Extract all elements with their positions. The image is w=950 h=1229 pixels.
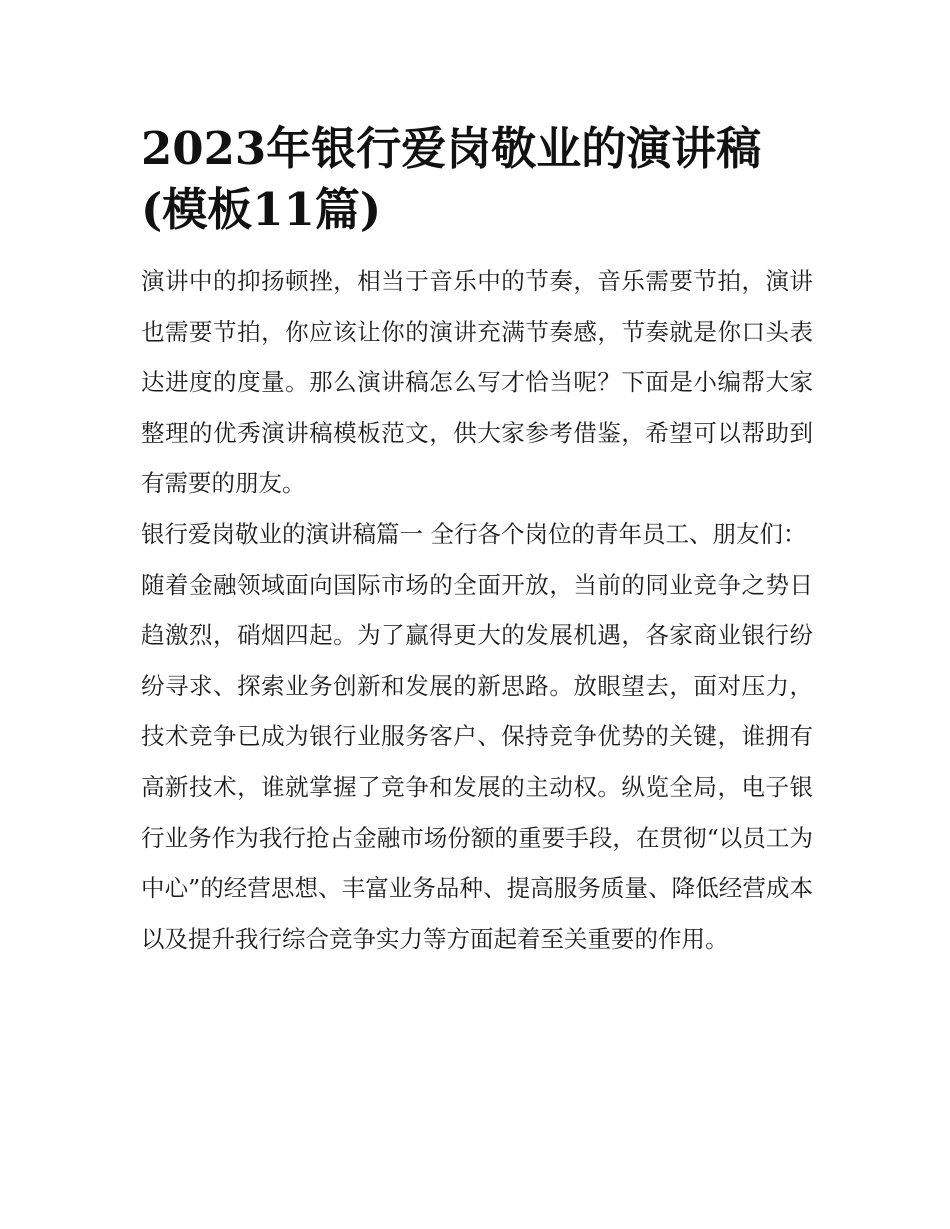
section-heading-paragraph: 银行爱岗敬业的演讲稿篇一 全行各个岗位的青年员工、朋友们：	[141, 519, 807, 548]
body-paragraph: 随着金融领域面向国际市场的全面开放，当前的同业竞争之势日趋激烈，硝烟四起。为了赢得更大的发展机遇，各家商业银行纷纷寻求、探索业务创新和发展的新思路。放眼望去，面对压力，技术竞争已成为银行业服务客户、保持竞争优势的关键，谁拥有高新技术，谁就掌握了竞争和发展的主动权。纵览全局，电子银行业务作为我行抢占金融市场份额的重要手段，在贯彻“以员工为中心”的经营思想、丰富业务品种、提高服务质量、降低经营成本以及提升我行综合竞争实力等方面起着至关重要的作用。	[141, 570, 813, 953]
intro-paragraph: 演讲中的抑扬顿挫，相当于音乐中的节奏，音乐需要节拍，演讲也需要节拍，你应该让你的演讲充满节奏感，节奏就是你口头表达进度的度量。那么演讲稿怎么写才恰当呢？下面是小编帮大家整理的优秀演讲稿模板范文，供大家参考借鉴，希望可以帮助到有需要的朋友。	[141, 267, 813, 498]
document-title: 2023年银行爱岗敬业的演讲稿(模板11篇)	[141, 122, 762, 236]
document-content	[141, 118, 813, 964]
